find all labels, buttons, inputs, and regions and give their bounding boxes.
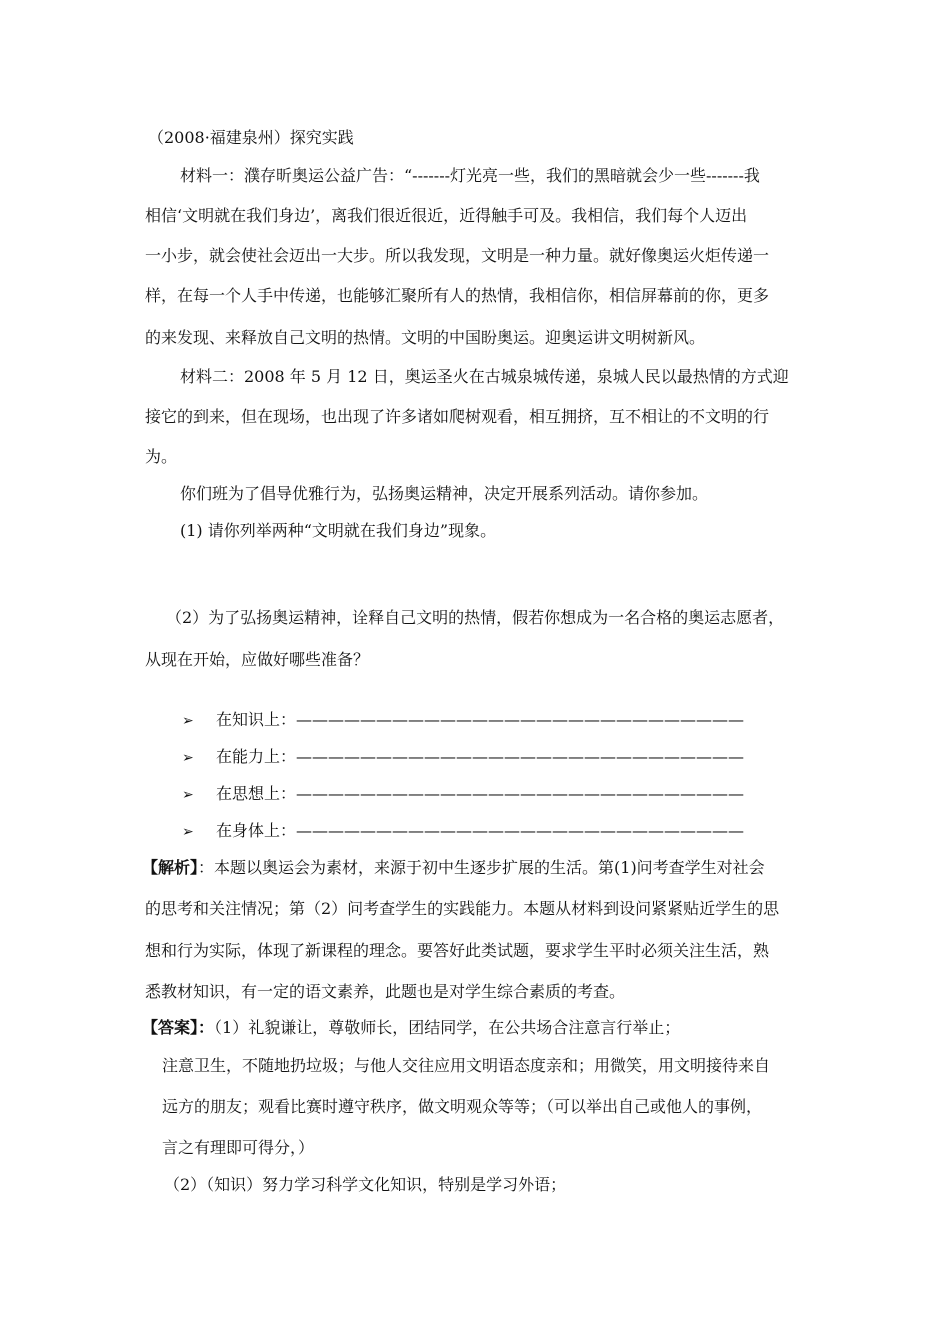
answer-label: 【答案】 (142, 1018, 199, 1037)
knowledge-blank: 在知识上：———————————————————————————— (216, 710, 745, 729)
arrow-bullet-icon: ➢ (182, 787, 194, 803)
answer-first-line (142, 1018, 680, 1038)
arrow-bullet-icon: ➢ (182, 713, 194, 729)
material2-line: 接它的到来，但在现场，也出现了许多诸如爬树观看，相互拥挤，互不相让的不文明的行 (145, 407, 770, 426)
analysis-first-line (142, 858, 765, 878)
analysis-line: 想和行为实际，体现了新课程的理念。要答好此类试题，要求学生平时必须关注生活，熟 (145, 941, 770, 960)
material2-line: 材料二：2008 年 5 月 12 日，奥运圣火在古城泉城传递，泉城人民以最热情的方式迎 (180, 367, 789, 386)
question-source: （2008·福建泉州）探究实践 (148, 128, 354, 147)
material1-line: 相信‘文明就在我们身边’，离我们很近很近，近得触手可及。我相信，我们每个人迈出 (145, 206, 748, 225)
analysis-line: 悉教材知识，有一定的语文素养，此题也是对学生综合素质的考查。 (145, 982, 626, 1001)
thought-blank: 在思想上：———————————————————————————— (216, 784, 745, 803)
material2-line: 为。 (145, 447, 178, 466)
question-2-line: （2）为了弘扬奥运精神，诠释自己文明的热情，假若你想成为一名合格的奥运志愿者， (166, 608, 785, 627)
material1-line: 材料一：濮存昕奥运公益广告：“-------灯光亮一些，我们的黑暗就会少一些-------我 (180, 166, 760, 185)
material1-line: 的来发现、来释放自己文明的热情。文明的中国盼奥运。迎奥运讲文明树新风。 (145, 328, 706, 347)
physical-blank: 在身体上：———————————————————————————— (216, 821, 745, 840)
answer-text: （1）礼貌谦让，尊敬师长，团结同学，在公共场合注意言行举止； (214, 1018, 681, 1037)
material1-line: 样，在每一个人手中传递，也能够汇聚所有人的热情，我相信你，相信屏幕前的你，更多 (145, 286, 770, 305)
analysis-label: 【解析】 (142, 858, 199, 877)
arrow-bullet-icon: ➢ (182, 824, 194, 840)
answer-line: 远方的朋友；观看比赛时遵守秩序，做文明观众等等；（可以举出自己或他人的事例， (162, 1097, 763, 1116)
arrow-bullet-icon: ➢ (182, 750, 194, 766)
answer-line: 言之有理即可得分，） (162, 1138, 315, 1157)
material1-line: 一小步，就会使社会迈出一大步。所以我发现，文明是一种力量。就好像奥运火炬传递一 (145, 246, 770, 265)
answer-line: 注意卫生，不随地扔垃圾；与他人交往应用文明语态度亲和；用微笑，用文明接待来自 (162, 1056, 771, 1075)
ability-blank: 在能力上：———————————————————————————— (216, 747, 745, 766)
answer-line: （2）（知识）努力学习科学文化知识，特别是学习外语； (164, 1175, 567, 1194)
question-1: (1) 请你列举两种“文明就在我们身边”现象。 (180, 521, 497, 540)
answer-colon: ： (198, 1018, 215, 1037)
task-intro: 你们班为了倡导优雅行为，弘扬奥运精神，决定开展系列活动。请你参加。 (180, 484, 709, 503)
question-2-line: 从现在开始，应做好哪些准备？ (145, 650, 370, 669)
analysis-text: ：本题以奥运会为素材，来源于初中生逐步扩展的生活。第(1)问考查学生对社会 (198, 858, 765, 877)
analysis-line: 的思考和关注情况；第（2）问考查学生的实践能力。本题从材料到设问紧紧贴近学生的思 (145, 899, 780, 918)
